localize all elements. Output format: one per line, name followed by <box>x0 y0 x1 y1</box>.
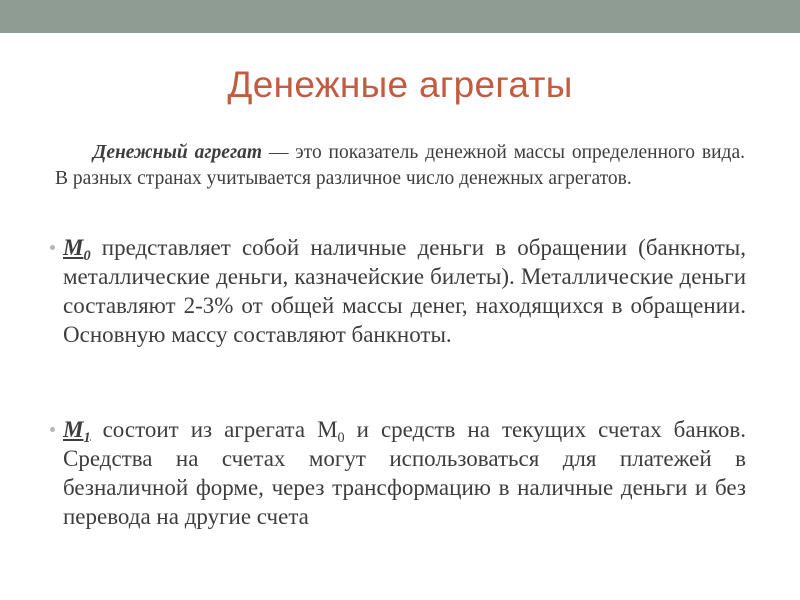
aggregate-symbol-m0: $M_0$ <box>63 235 91 264</box>
intro-paragraph <box>55 140 745 192</box>
bullet-dot-icon <box>50 245 55 250</box>
bullet-dot-icon <box>50 427 55 432</box>
bullet-m0 <box>63 233 746 349</box>
inline-symbol-m0: $М_0$ <box>317 417 345 446</box>
slide-title: Денежные агрегаты <box>227 64 573 105</box>
bullet-m0-text: представляет собой наличные деньги в обращении (банкноты, металлические деньги, казначейские билеты). Металлические деньги составляют 2-3% от общей массы денег, находящихся в обращении. Основную массу составляют банкноты. <box>63 235 746 347</box>
bullet-m1 <box>63 415 746 531</box>
aggregate-symbol-m1: $M_1$ <box>63 417 91 446</box>
intro-term: Денежный агрегат <box>93 142 263 163</box>
intro-text: — это показатель денежной массы определенного вида. В разных странах учитывается различное число денежных агрегатов. <box>55 142 745 189</box>
bullet-m1-text-after: и средств на текущих счетах банков. Средства на счетах могут использоваться для платежей в безналичной форме, через трансформацию в наличные деньги и без перевода на другие счета <box>63 417 746 529</box>
bullet-m1-text-before: состоит из агрегата <box>90 417 318 442</box>
top-bar <box>0 0 800 33</box>
